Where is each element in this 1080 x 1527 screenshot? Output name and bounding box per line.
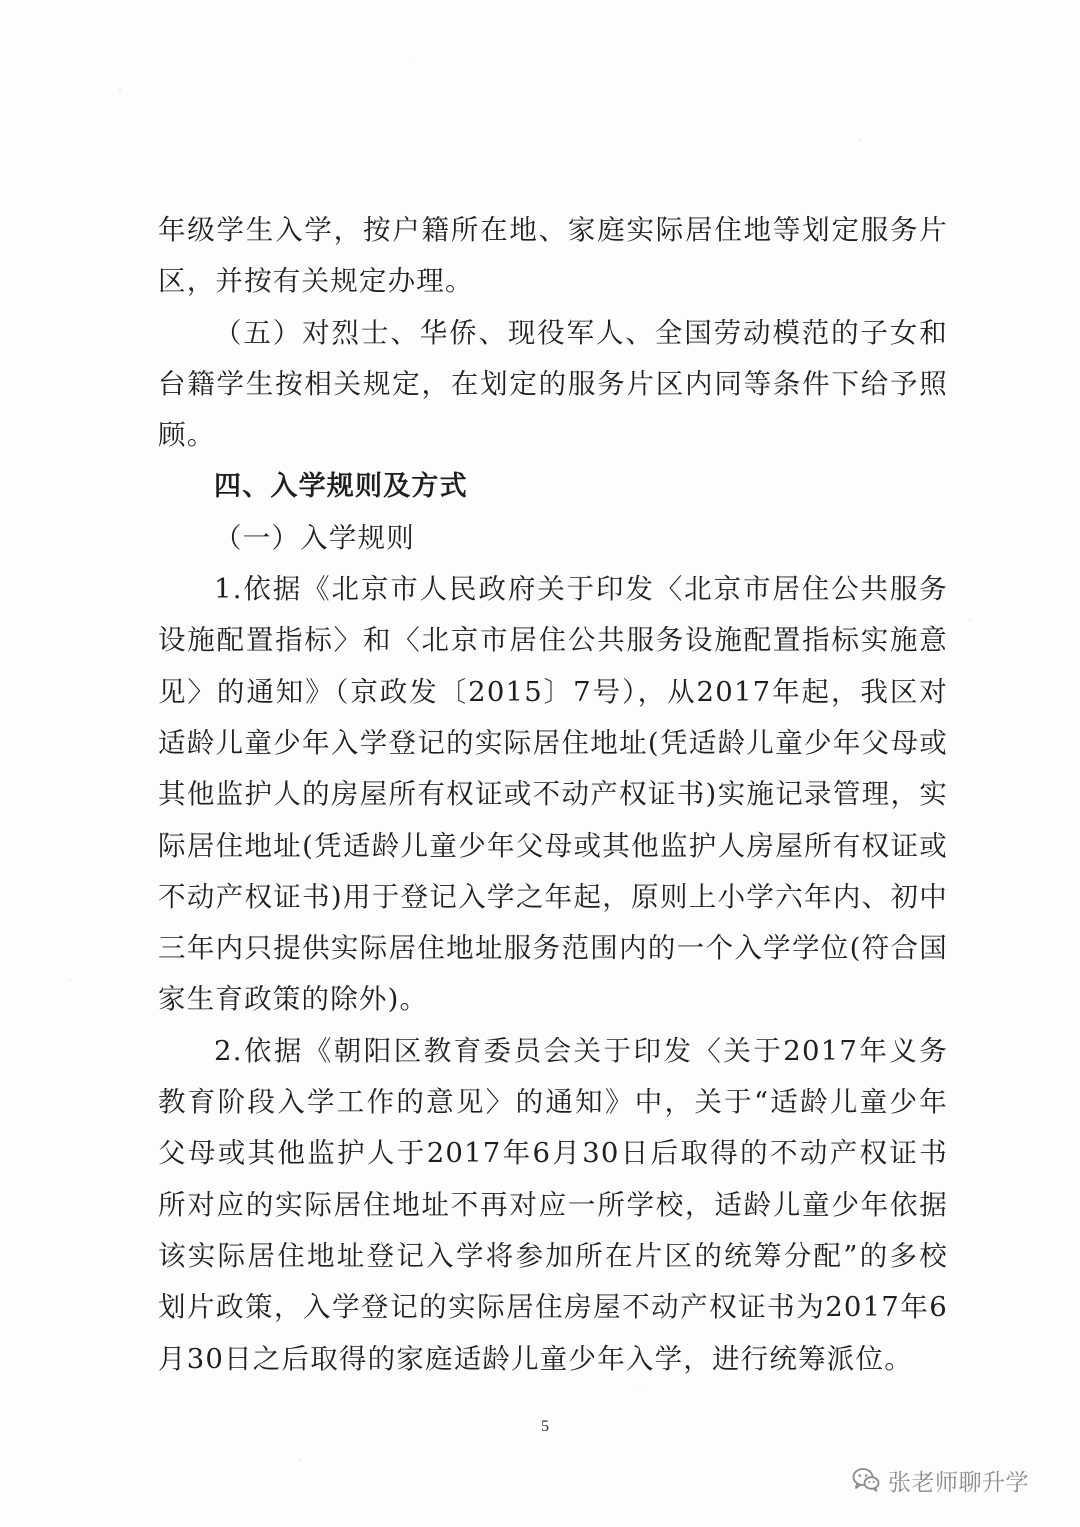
paragraph-rule-1: 1.依据《北京市人民政府关于印发〈北京市居住公共服务设施配置指标〉和〈北京市居住公共服务设施配置指标实施意见〉的通知》（京政发〔2015〕7号），从2017年起，我区对适龄儿童少年入学登记的实际居住地址(凭适龄儿童少年父母或其他监护人的房屋所有权证或不动产权证书)实施记录管理，实际居住地址(凭适龄儿童少年父母或其他监护人房屋所有权证或不动产权证书)用于登记入学之年起，原则上小学六年内、初中三年内只提供实际居住地址服务范围内的一个入学学位(符合国家生育政策的除外)。 [158, 573, 948, 1016]
document-body [158, 205, 948, 1385]
paragraph-rule-2: 2.依据《朝阳区教育委员会关于印发〈关于2017年义务教育阶段入学工作的意见〉的通知》中，关于“适龄儿童少年父母或其他监护人于2017年6月30日后取得的不动产权证书所对应的实际居住地址不再对应一所学校，适龄儿童少年依据该实际居住地址登记入学将参加所在片区的统筹分配”的多校划片政策，入学登记的实际居住房屋不动产权证书为2017年6月30日之后取得的家庭适龄儿童少年入学，进行统筹派位。 [158, 1034, 948, 1375]
section-heading-admission-rules: 四、入学规则及方式 [214, 471, 468, 503]
watermark-text: 张老师聊升学 [888, 1469, 1029, 1496]
account-watermark [852, 1462, 1029, 1498]
page-number: 5 [541, 1418, 549, 1435]
subsection-heading-rules: （一）入学规则 [214, 521, 415, 554]
paragraph-item-five: （五）对烈士、华侨、现役军人、全国劳动模范的子女和台籍学生按相关规定，在划定的服务片区内同等条件下给予照顾。 [158, 316, 948, 452]
paragraph-continuation: 年级学生入学，按户籍所在地、家庭实际居住地等划定服务片区，并按有关规定办理。 [158, 214, 948, 298]
wechat-icon [852, 1467, 880, 1493]
